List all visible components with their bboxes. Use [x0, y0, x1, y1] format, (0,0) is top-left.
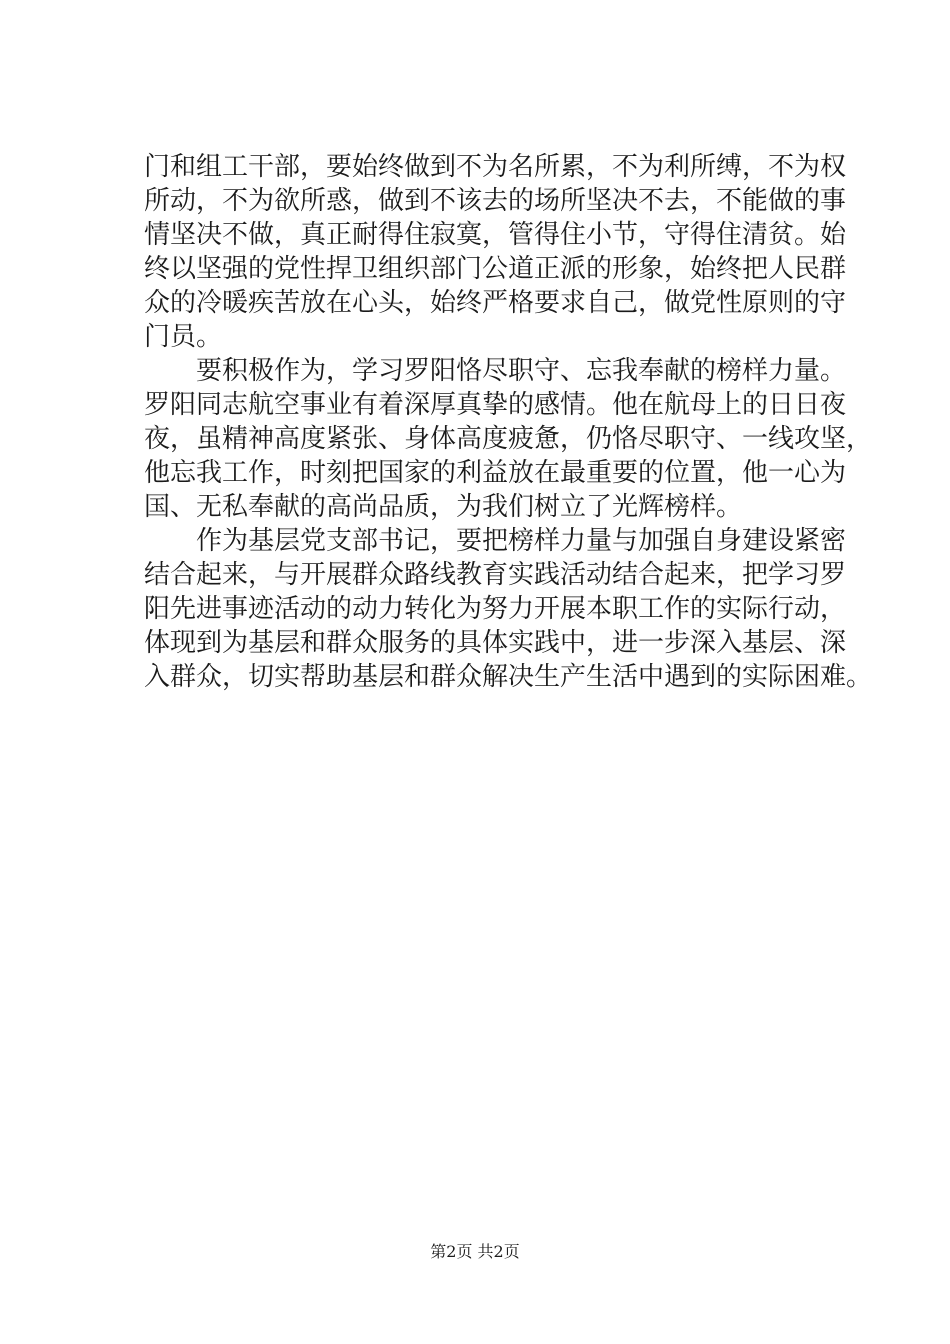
text-line: 所动，不为欲所惑，做到不该去的场所坚决不去，不能做的事: [144, 186, 847, 216]
text-line: 作为基层党支部书记，要把榜样力量与加强自身建设紧密: [144, 526, 847, 556]
text-line: 入群众，切实帮助基层和群众解决生产生活中遇到的实际困难。: [144, 662, 873, 692]
page-number: 第2页 共2页: [430, 1242, 520, 1261]
text-line: 夜，虽精神高度紧张、身体高度疲惫，仍恪尽职守、一线攻坚，: [144, 424, 873, 454]
text-line: 众的冷暖疾苦放在心头，始终严格要求自己，做党性原则的守: [144, 288, 847, 318]
text-line: 要积极作为，学习罗阳恪尽职守、忘我奉献的榜样力量。: [144, 356, 847, 386]
text-line: 门员。: [144, 322, 223, 352]
page-footer: [0, 1242, 950, 1262]
document-body: [144, 150, 873, 694]
text-line: 门和组工干部，要始终做到不为名所累，不为利所缚，不为权: [144, 152, 847, 182]
text-line: 体现到为基层和群众服务的具体实践中，进一步深入基层、深: [144, 628, 847, 658]
text-line: 终以坚强的党性捍卫组织部门公道正派的形象，始终把人民群: [144, 254, 847, 284]
text-line: 阳先进事迹活动的动力转化为努力开展本职工作的实际行动，: [144, 594, 847, 624]
text-line: 国、无私奉献的高尚品质，为我们树立了光辉榜样。: [144, 492, 743, 522]
text-line: 情坚决不做，真正耐得住寂寞，管得住小节，守得住清贫。始: [144, 220, 847, 250]
text-line: 罗阳同志航空事业有着深厚真挚的感情。他在航母上的日日夜: [144, 390, 847, 420]
text-line: 结合起来，与开展群众路线教育实践活动结合起来，把学习罗: [144, 560, 847, 590]
text-line: 他忘我工作，时刻把国家的利益放在最重要的位置，他一心为: [144, 458, 847, 488]
